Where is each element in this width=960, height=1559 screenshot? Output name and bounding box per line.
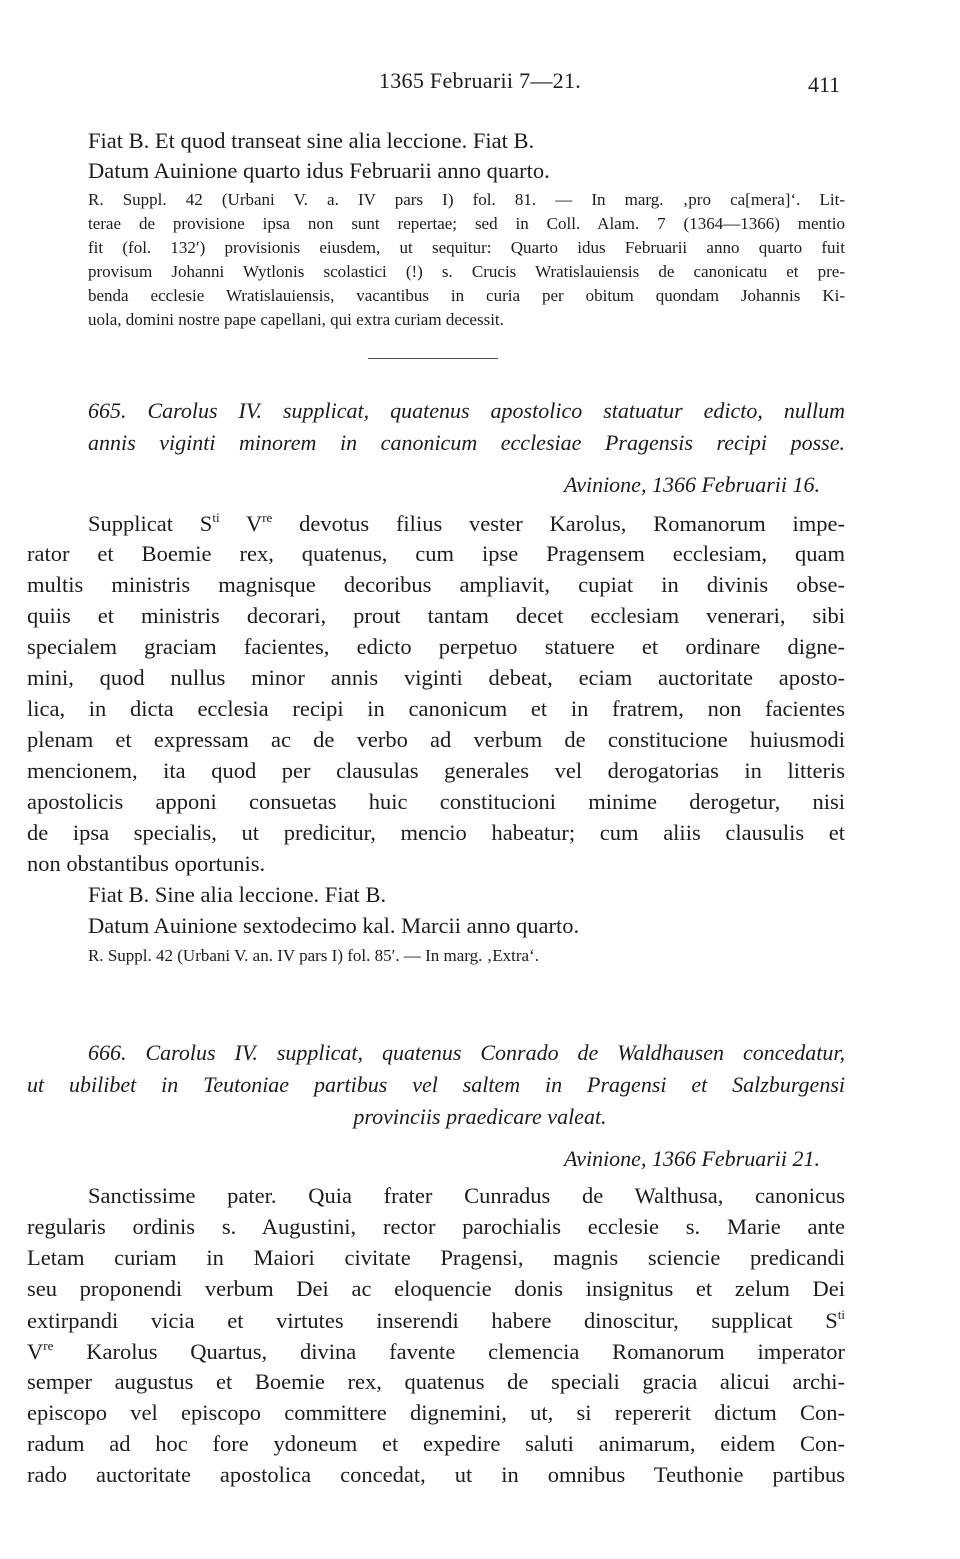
body-line: Letam curiam in Maiori civitate Pragensi, magnis sciencie predicandi [27, 1245, 845, 1270]
entry-date: Avinione, 1366 Februarii 16. [563, 472, 820, 497]
body-line: apostolicis apponi consuetas huic constitucioni minime derogetur, nisi [27, 789, 845, 814]
body-line: non obstantibus oportunis. [27, 851, 266, 876]
running-header: 1365 Februarii 7—21. [378, 68, 582, 93]
body-line: Vre Karolus Quartus, divina favente clemencia Romanorum imperator [27, 1338, 845, 1364]
body-line: multis ministris magnisque decoribus ampliavit, cupiat in divinis obse- [27, 572, 845, 597]
entry-heading: 665. Carolus IV. supplicat, quatenus apostolico statuatur edicto, nullum [88, 398, 845, 423]
body-line: episcopo vel episcopo committere dignemini, ut, si repererit dictum Con- [27, 1400, 845, 1425]
entry-heading: provinciis praedicare valeat. [353, 1104, 607, 1129]
note-line: uola, domini nostre pape capellani, qui extra curiam decessit. [88, 310, 504, 329]
body-line: seu proponendi verbum Dei ac eloquencie donis insignitus et zelum Dei [27, 1276, 845, 1301]
body-line: regularis ordinis s. Augustini, rector parochialis ecclesie s. Marie ante [27, 1214, 845, 1239]
fiat-line: Fiat B. Et quod transeat sine alia leccione. Fiat B. [88, 128, 535, 153]
body-line: plenam et expressam ac de verbo ad verbum de constitucione huiusmodi [27, 727, 845, 752]
entry-date: Avinione, 1366 Februarii 21. [563, 1146, 820, 1171]
body-line: Sanctissime pater. Quia frater Cunradus de Walthusa, canonicus [88, 1183, 845, 1208]
entry-heading: ut ubilibet in Teutoniae partibus vel saltem in Pragensi et Salzburgensi [27, 1072, 845, 1097]
body-line: de ipsa specialis, ut predicitur, mencio habeatur; cum aliis clausulis et [27, 820, 845, 845]
body-line: rado auctoritate apostolica concedat, ut in omnibus Teuthonie partibus [27, 1462, 845, 1487]
body-line: lica, in dicta ecclesia recipi in canonicum et in fratrem, non facientes [27, 696, 845, 721]
body-line: radum ad hoc fore ydoneum et expedire saluti animarum, eidem Con- [27, 1431, 845, 1456]
note-line: provisum Johanni Wytlonis scolastici (!) s. Crucis Wratislauiensis de canonicatu et pre- [88, 262, 845, 281]
note-line: benda ecclesie Wratislauiensis, vacantibus in curia per obitum quondam Johannis Ki- [88, 286, 845, 305]
body-line: semper augustus et Boemie rex, quatenus de speciali gracia alicui archi- [27, 1369, 845, 1394]
note-line: R. Suppl. 42 (Urbani V. a. IV pars I) fol. 81. — In marg. ‚pro ca[mera]‘. Lit- [88, 190, 845, 209]
entry-heading: annis viginti minorem in canonicum ecclesiae Pragensis recipi posse. [88, 430, 845, 455]
entry-heading: 666. Carolus IV. supplicat, quatenus Conrado de Waldhausen concedatur, [88, 1040, 845, 1065]
body-line: mencionem, ita quod per clausulas generales vel derogatorias in litteris [27, 758, 845, 783]
body-line: specialem graciam facientes, edicto perpetuo statuere et ordinare digne- [27, 634, 845, 659]
body-line: quiis et ministris decorari, prout tantam decet ecclesiam venerari, sibi [27, 603, 845, 628]
archival-note: R. Suppl. 42 (Urbani V. an. IV pars I) fol. 85′. — In marg. ‚Extra‘. [88, 946, 540, 965]
datum-line: Datum Auinione sextodecimo kal. Marcii anno quarto. [88, 913, 580, 938]
note-line: terae de provisione ipsa non sunt repertae; sed in Coll. Alam. 7 (1364—1366) mentio [88, 214, 845, 233]
body-line: mini, quod nullus minor annis viginti debeat, eciam auctoritate aposto- [27, 665, 845, 690]
body-line: Supplicat $S^{ti}$ Vre devotus filius vester Karolus, Romanorum impe- [88, 510, 845, 536]
fiat-line: Fiat B. Sine alia leccione. Fiat B. [88, 882, 387, 907]
datum-line: Datum Auinione quarto idus Februarii anno quarto. [88, 158, 550, 183]
body-line: extirpandi vicia et virtutes inserendi habere dinoscitur, supplicat $S^{ti}$ [27, 1307, 845, 1333]
body-line: rator et Boemie rex, quatenus, cum ipse Pragensem ecclesiam, quam [27, 541, 845, 566]
section-divider [368, 358, 498, 359]
page-number: 411 [808, 72, 841, 97]
note-line: fit (fol. 132′) provisionis eiusdem, ut sequitur: Quarto idus Februarii anno quarto fuit [88, 238, 845, 257]
